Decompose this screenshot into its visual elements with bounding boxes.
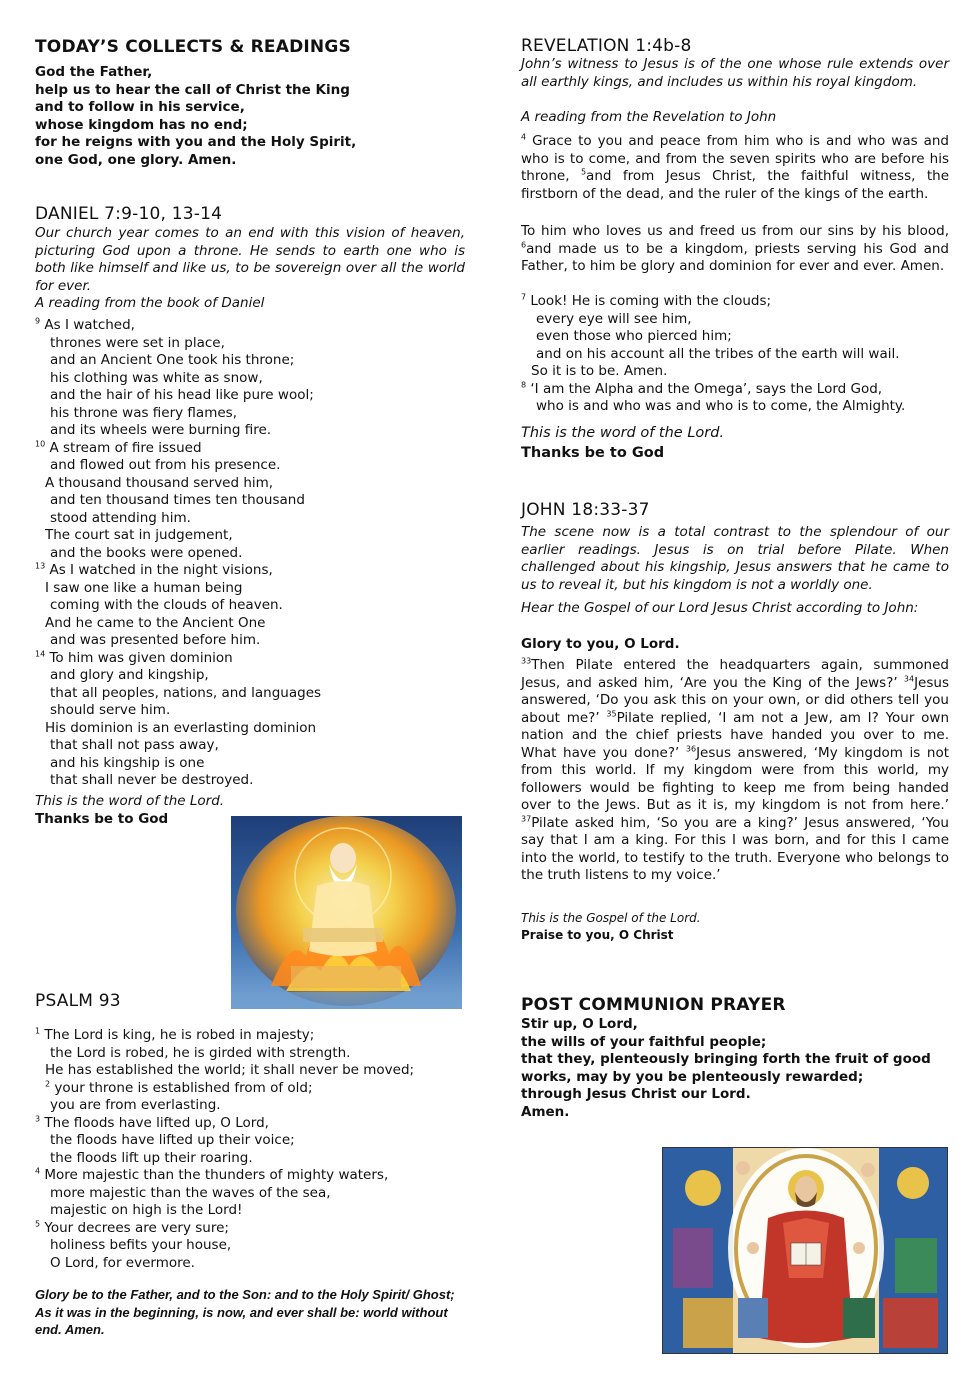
verse-line <box>35 1185 414 1203</box>
verse-text: and the hair of his head like pure wool; <box>50 387 314 403</box>
verse-text: Look! He is coming with the clouds; <box>530 293 772 309</box>
verse-text: and ten thousand times ten thousand <box>50 492 305 508</box>
verse-line <box>35 422 321 440</box>
verse-line <box>35 667 321 685</box>
verse-line <box>35 1080 414 1098</box>
verse-text: ‘I am the Alpha and the Omega’, says the Lord God, <box>530 380 883 397</box>
verse-text: that shall never be destroyed. <box>50 772 254 788</box>
verse-text: your throne is established from of old; <box>54 1079 313 1096</box>
verse-text: you are from everlasting. <box>50 1097 221 1113</box>
verse-number: 36 <box>685 744 697 753</box>
verse-text: thrones were set in place, <box>50 334 225 351</box>
revelation-para1b-text: and from Jesus Christ, the faithful witness, the firstborn of the dead, and the ruler of the kings of the earth. <box>521 168 949 202</box>
prayer-line: that they, plenteously bringing forth the fruit of good works, may by you be plenteously rewarded; <box>521 1051 931 1085</box>
verse-text: his clothing was white as snow, <box>50 369 263 386</box>
verse-line <box>521 398 905 416</box>
daniel-intro: Our church year comes to an end with this vision of heaven, picturing God upon a throne. He sends to earth one who is both like himself and like us, to be sovereign over all the world for ever. <box>35 225 465 294</box>
verse-text: coming with the clouds of heaven. <box>50 597 283 613</box>
daniel-heading-text: DANIEL 7:9-10, 13-14 <box>35 204 223 224</box>
verse-line <box>35 1167 414 1185</box>
prayer-line: through Jesus Christ our Lord. <box>521 1086 751 1102</box>
verse-text: I saw one like a human being <box>45 579 243 596</box>
verse-line <box>35 475 321 493</box>
daniel-response: Thanks be to God <box>35 811 169 827</box>
revelation-para2a-text: To him who loves us and freed us from our sins by his blood, <box>521 223 949 239</box>
verse-text: and glory and kingship, <box>50 667 209 683</box>
revelation-para2 <box>521 223 949 276</box>
verse-number: 8 <box>521 380 527 389</box>
fiery-throne-icon <box>231 816 462 1009</box>
verse-number: 9 <box>35 316 41 326</box>
verse-number: 5 <box>580 167 587 177</box>
verse-line <box>521 311 905 329</box>
verse-text: and its wheels were burning fire. <box>50 422 272 438</box>
verse-line <box>35 1202 414 1220</box>
verse-text: the Lord is robed, he is girded with strength. <box>50 1044 351 1061</box>
prayer-line: Stir up, O Lord, <box>521 1016 638 1032</box>
verse-line <box>35 1045 414 1063</box>
revelation-heading <box>521 36 692 56</box>
verse-number: 13 <box>35 561 46 571</box>
verse-line <box>35 702 321 720</box>
verse-line <box>35 1220 414 1238</box>
verse-text: As I watched, <box>44 317 135 333</box>
verse-text: should serve him. <box>50 702 171 718</box>
john-hear: Hear the Gospel of our Lord Jesus Christ according to John: <box>521 600 919 616</box>
verse-text: and an Ancient One took his throne; <box>50 352 295 368</box>
prayer-line: the wills of your faithful people; <box>521 1033 767 1050</box>
daniel-heading <box>35 204 222 224</box>
verse-line <box>35 580 321 598</box>
john-gospel-end: This is the Gospel of the Lord. <box>521 911 701 925</box>
verse-line <box>35 1150 414 1168</box>
revelation-intro: John’s witness to Jesus is of the one whose rule extends over all earthly kings, and includes us within his royal kingdom. <box>521 56 949 90</box>
verse-number: 4 <box>521 132 527 142</box>
verse-line <box>35 440 321 458</box>
verse-line <box>35 457 321 475</box>
prayer-line: for he reigns with you and the Holy Spirit, <box>35 134 357 150</box>
john-glory: Glory to you, O Lord. <box>521 636 680 652</box>
verse-line <box>35 632 321 650</box>
verse-text: that all peoples, nations, and languages <box>50 684 322 701</box>
prayer-line: and to follow in his service, <box>35 99 245 115</box>
gospel-verse-text: Pilate asked him, ‘So you are a king?’ Jesus answered, ‘You say that I am a king. For this I was born, and for this I came into the world, to testify to the truth. Everyone who belongs to the truth listens to my voice.’ <box>521 814 949 883</box>
john-heading-text: JOHN 18:33-37 <box>521 500 650 520</box>
verse-line <box>35 387 321 405</box>
john-gospel-text <box>521 657 949 885</box>
revelation-word: This is the word of the Lord. <box>521 425 725 441</box>
verse-text: more majestic than the waves of the sea, <box>50 1184 331 1201</box>
verse-text: the floods have lifted up their voice; <box>50 1132 295 1148</box>
christ-the-king-icon <box>663 1148 948 1354</box>
prayer-line: help us to hear the call of Christ the King <box>35 81 350 98</box>
verse-text: even those who pierced him; <box>536 328 732 344</box>
verse-number: 4 <box>35 1166 41 1176</box>
verse-line <box>521 363 905 381</box>
verse-line <box>35 352 321 370</box>
verse-line <box>521 346 905 364</box>
verse-line <box>35 527 321 545</box>
revelation-para2b-text: and made us to be a kingdom, priests serving his God and Father, to him be glory and dominion for ever and ever. Amen. <box>521 240 949 274</box>
verse-number: 35 <box>606 709 617 718</box>
verse-line <box>35 1132 414 1150</box>
verse-number: 2 <box>45 1079 51 1088</box>
verse-line <box>35 562 321 580</box>
revelation-reading-from: A reading from the Revelation to John <box>521 109 777 125</box>
collects-heading: TODAY’S COLLECTS & READINGS <box>35 37 351 57</box>
daniel-reading-from: A reading from the book of Daniel <box>35 295 265 311</box>
revelation-heading-text: REVELATION 1:4b-8 <box>521 36 692 56</box>
verse-text: majestic on high is the Lord! <box>50 1202 243 1218</box>
verse-line <box>35 510 321 528</box>
verse-line <box>35 335 321 353</box>
verse-line <box>35 720 321 738</box>
verse-line <box>35 317 321 335</box>
gospel-verse-text: Jesus answered, ‘Do you ask this on your own, or did others tell you about me?’ <box>521 674 949 726</box>
verse-number: 37 <box>521 814 532 823</box>
verse-text: and was presented before him. <box>50 632 261 648</box>
verse-line <box>521 293 905 311</box>
verse-text: his throne was fiery flames, <box>50 404 237 421</box>
verse-number: 33 <box>521 656 532 666</box>
prayer-line: God the Father, <box>35 64 153 80</box>
verse-text: So it is to be. Amen. <box>531 363 668 379</box>
gospel-verse-text: Jesus answered, ‘My kingdom is not from this world. If my kingdom were from this world, my followers would be fighting to keep me from being handed over to the Jews. But as it is, my kingdom is not from here.’ <box>521 744 949 813</box>
verse-text: His dominion is an everlasting dominion <box>45 719 317 736</box>
verse-number: 5 <box>35 1219 41 1228</box>
gospel-verse-text: Pilate replied, ‘I am not a Jew, am I? Your own nation and the chief priests have handed you over to me. What have you done?’ <box>521 709 950 761</box>
john-intro: The scene now is a total contrast to the splendour of our earlier readings. Jesus is on trial before Pilate. When challenged about his kingship, Jesus answers that he came to us to reveal it, but his kingdom is not a worldly one. <box>521 524 949 593</box>
verse-text: and on his account all the tribes of the earth will wail. <box>536 345 900 362</box>
verse-line <box>35 685 321 703</box>
post-communion-prayer <box>521 1016 949 1121</box>
gospel-verse-text: Then Pilate entered the headquarters again, summoned Jesus, and asked him, ‘Are you the King of the Jews?’ <box>521 657 949 691</box>
psalm-verses <box>35 1027 414 1272</box>
verse-text: holiness befits your house, <box>50 1237 232 1253</box>
verse-line <box>35 650 321 668</box>
verse-line <box>35 737 321 755</box>
verse-line <box>35 1097 414 1115</box>
psalm-heading <box>35 991 121 1011</box>
revelation-para1-text: Grace to you and peace from him who is and who was and who is to come, and from the seven spirits who are before his throne, <box>521 133 949 184</box>
post-communion-heading: POST COMMUNION PRAYER <box>521 995 786 1015</box>
verse-text: O Lord, for evermore. <box>50 1254 195 1271</box>
verse-text: He has established the world; it shall never be moved; <box>45 1062 415 1078</box>
verse-number: 7 <box>521 292 527 302</box>
john-praise: Praise to you, O Christ <box>521 928 674 942</box>
verse-text: The court sat in judgement, <box>45 527 233 543</box>
verse-line <box>35 615 321 633</box>
verse-line <box>35 370 321 388</box>
verse-line <box>35 1237 414 1255</box>
verse-line <box>35 405 321 423</box>
verse-text: who is and who was and who is to come, the Almighty. <box>536 398 906 414</box>
verse-text: that shall not pass away, <box>50 737 219 753</box>
verse-number: 34 <box>903 674 915 683</box>
verse-text: and flowed out from his presence. <box>50 457 281 473</box>
verse-text: and his kingship is one <box>50 754 205 771</box>
verse-text: To him was given dominion <box>49 649 233 666</box>
verse-text: More majestic than the thunders of mighty waters, <box>44 1167 389 1183</box>
verse-line <box>35 1062 414 1080</box>
verse-line <box>35 597 321 615</box>
revelation-response: Thanks be to God <box>521 445 665 461</box>
daniel-word: This is the word of the Lord. <box>35 793 225 809</box>
verse-number: 10 <box>35 439 46 448</box>
verse-number: 14 <box>35 649 46 658</box>
verse-line <box>35 492 321 510</box>
verse-text: stood attending him. <box>50 509 191 526</box>
prayer-line: one God, one glory. Amen. <box>35 151 237 168</box>
prayer-line: whose kingdom has no end; <box>35 116 248 133</box>
daniel-verses <box>35 317 321 790</box>
verse-line <box>521 328 905 346</box>
gloria: Glory be to the Father, and to the Son: and to the Holy Spirit/ Ghost; As it was in the beginning, is now, and ever shall be: world without end. Amen. <box>35 1287 455 1337</box>
psalm-heading-text: PSALM 93 <box>35 991 121 1011</box>
verse-text: And he came to the Ancient One <box>45 614 266 631</box>
verse-text: The floods have lifted up, O Lord, <box>44 1114 269 1131</box>
verse-text: A stream of fire issued <box>49 439 202 456</box>
verse-text: A thousand thousand served him, <box>45 474 274 491</box>
christ-the-king-image <box>662 1147 948 1354</box>
collect-prayer <box>35 64 465 169</box>
verse-text: and the books were opened. <box>50 544 243 561</box>
verse-number: 6 <box>521 240 527 249</box>
verse-line <box>35 1027 414 1045</box>
verse-line <box>521 381 905 399</box>
ancient-of-days-image <box>231 816 462 1009</box>
verse-line <box>35 1255 414 1273</box>
verse-number: 1 <box>35 1026 41 1036</box>
verse-line <box>35 545 321 563</box>
verse-text: every eye will see him, <box>536 310 692 327</box>
verse-number: 3 <box>35 1114 41 1123</box>
verse-line <box>35 772 321 790</box>
verse-line <box>35 1115 414 1133</box>
revelation-verses <box>521 293 905 416</box>
john-heading <box>521 500 650 520</box>
verse-line <box>35 755 321 773</box>
prayer-line: Amen. <box>521 1103 570 1120</box>
revelation-para1 <box>521 133 949 203</box>
verse-text: the floods lift up their roaring. <box>50 1149 253 1166</box>
verse-text: The Lord is king, he is robed in majesty; <box>44 1027 315 1043</box>
verse-text: Your decrees are very sure; <box>44 1219 229 1236</box>
verse-text: As I watched in the night visions, <box>49 562 273 578</box>
